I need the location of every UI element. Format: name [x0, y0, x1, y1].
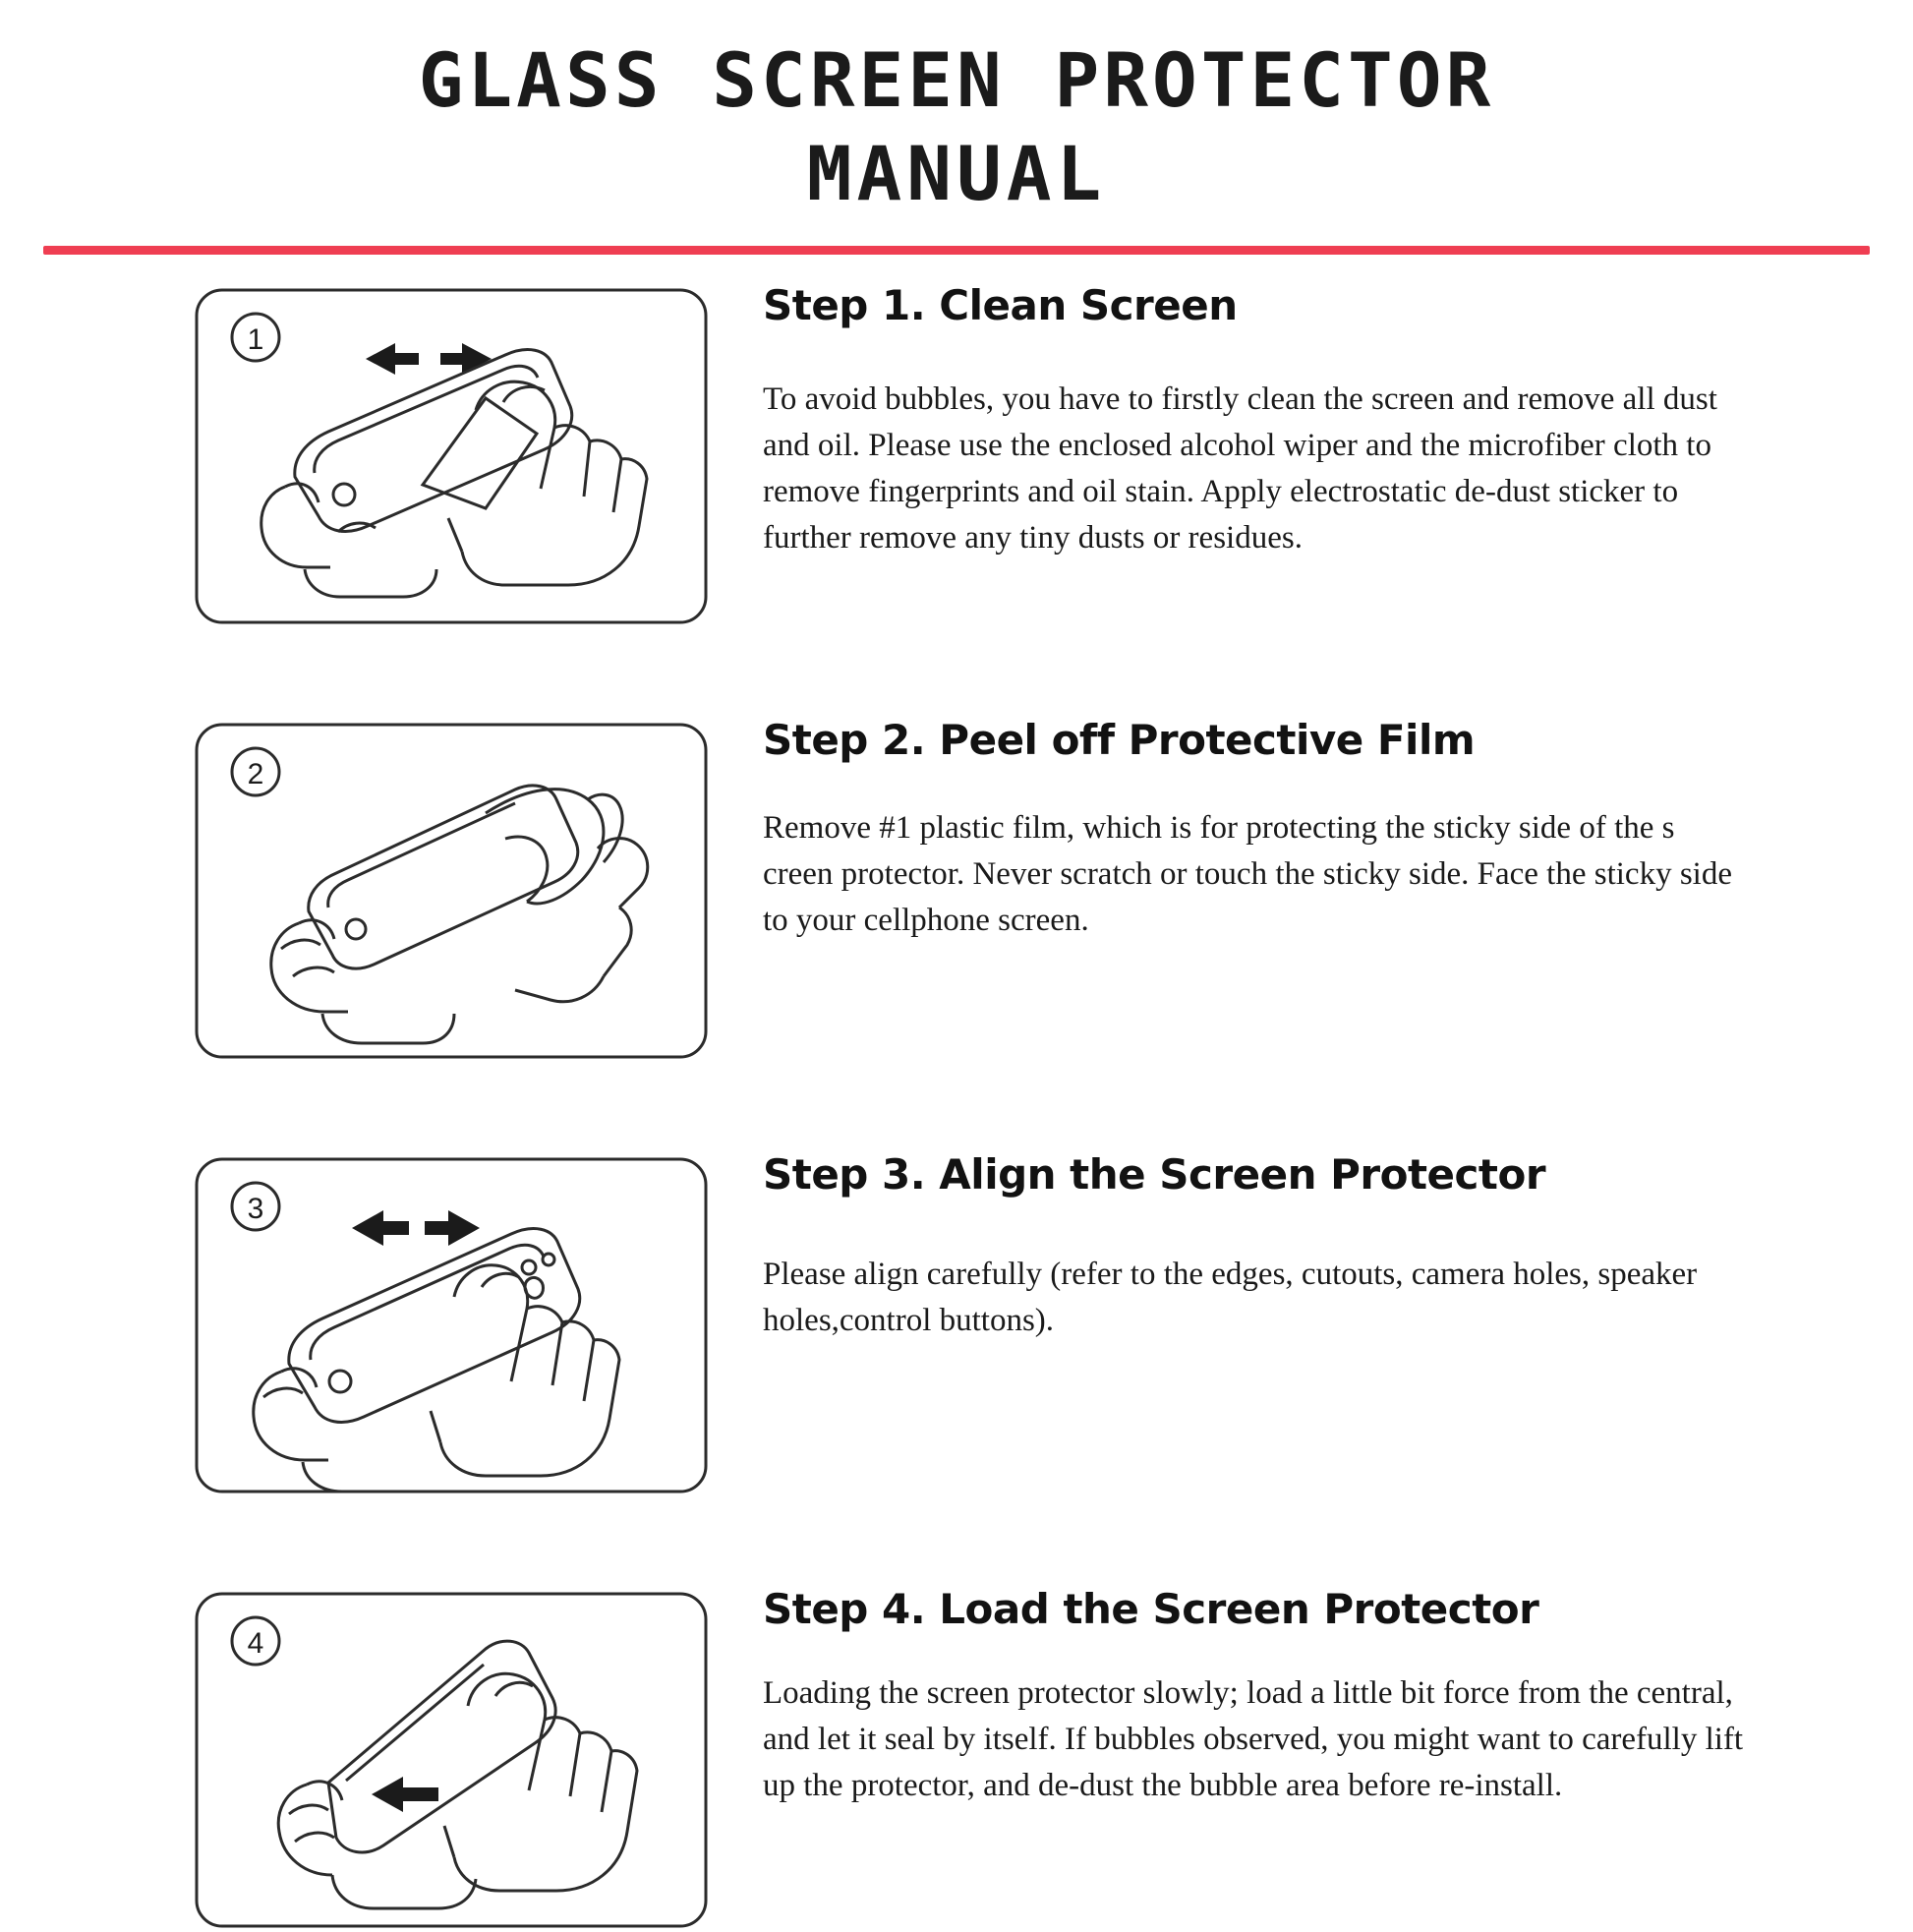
step-text-column	[712, 1582, 1870, 1809]
svg-text:1: 1	[247, 323, 264, 356]
title-divider	[43, 246, 1870, 255]
svg-text:4: 4	[247, 1627, 264, 1660]
page-title-line-1	[0, 33, 1913, 127]
steps-list	[0, 278, 1913, 1932]
step-text-column	[712, 1147, 1870, 1344]
title-block	[0, 0, 1913, 220]
step-text-column	[712, 713, 1870, 944]
page-title-line-2	[0, 127, 1913, 220]
step-body: Remove #1 plastic film, which is for protecting the sticky side of the s creen protector. Never scratch or touch the sticky side. Face the sticky side to your cellphone screen.	[763, 810, 1732, 939]
step-heading: Step 3. Align the Screen Protector	[763, 1150, 1546, 1199]
step-body: Loading the screen protector slowly; load a little bit force from the central, and let it seal by itself. If bubbles observed, you might want to carefully lift up the protector, and de-dust the bubble area before re-install.	[763, 1675, 1744, 1804]
step-item	[0, 1147, 1913, 1497]
svg-text:3: 3	[247, 1193, 264, 1225]
step-item	[0, 1582, 1913, 1932]
step-heading: Step 2. Peel off Protective Film	[763, 716, 1476, 764]
hand-peeling-film-illustration	[191, 719, 712, 1063]
step-heading: Step 4. Load the Screen Protector	[763, 1585, 1539, 1633]
finger-pressing-protector-illustration	[191, 1588, 712, 1932]
step-item	[0, 713, 1913, 1063]
page-title-text-2: MANUAL	[806, 130, 1107, 217]
svg-text:2: 2	[247, 758, 264, 790]
hand-aligning-protector-illustration	[191, 1153, 712, 1497]
step-body: Please align carefully (refer to the edges, cutouts, camera holes, speaker holes,control buttons).	[763, 1257, 1698, 1339]
step-item	[0, 278, 1913, 628]
step-body: To avoid bubbles, you have to firstly clean the screen and remove all dust and oil. Please use the enclosed alcohol wiper and the microfiber cloth to remove fingerprints and oil stain. Apply electrostatic de-dust sticker to further remove any tiny dusts or residues.	[763, 381, 1717, 556]
step-text-column	[712, 278, 1870, 561]
step-heading: Step 1. Clean Screen	[763, 281, 1238, 329]
page-title-text-1: GLASS SCREEN PROTECTOR	[418, 36, 1495, 124]
hand-wiping-phone-screen-illustration	[191, 284, 712, 628]
